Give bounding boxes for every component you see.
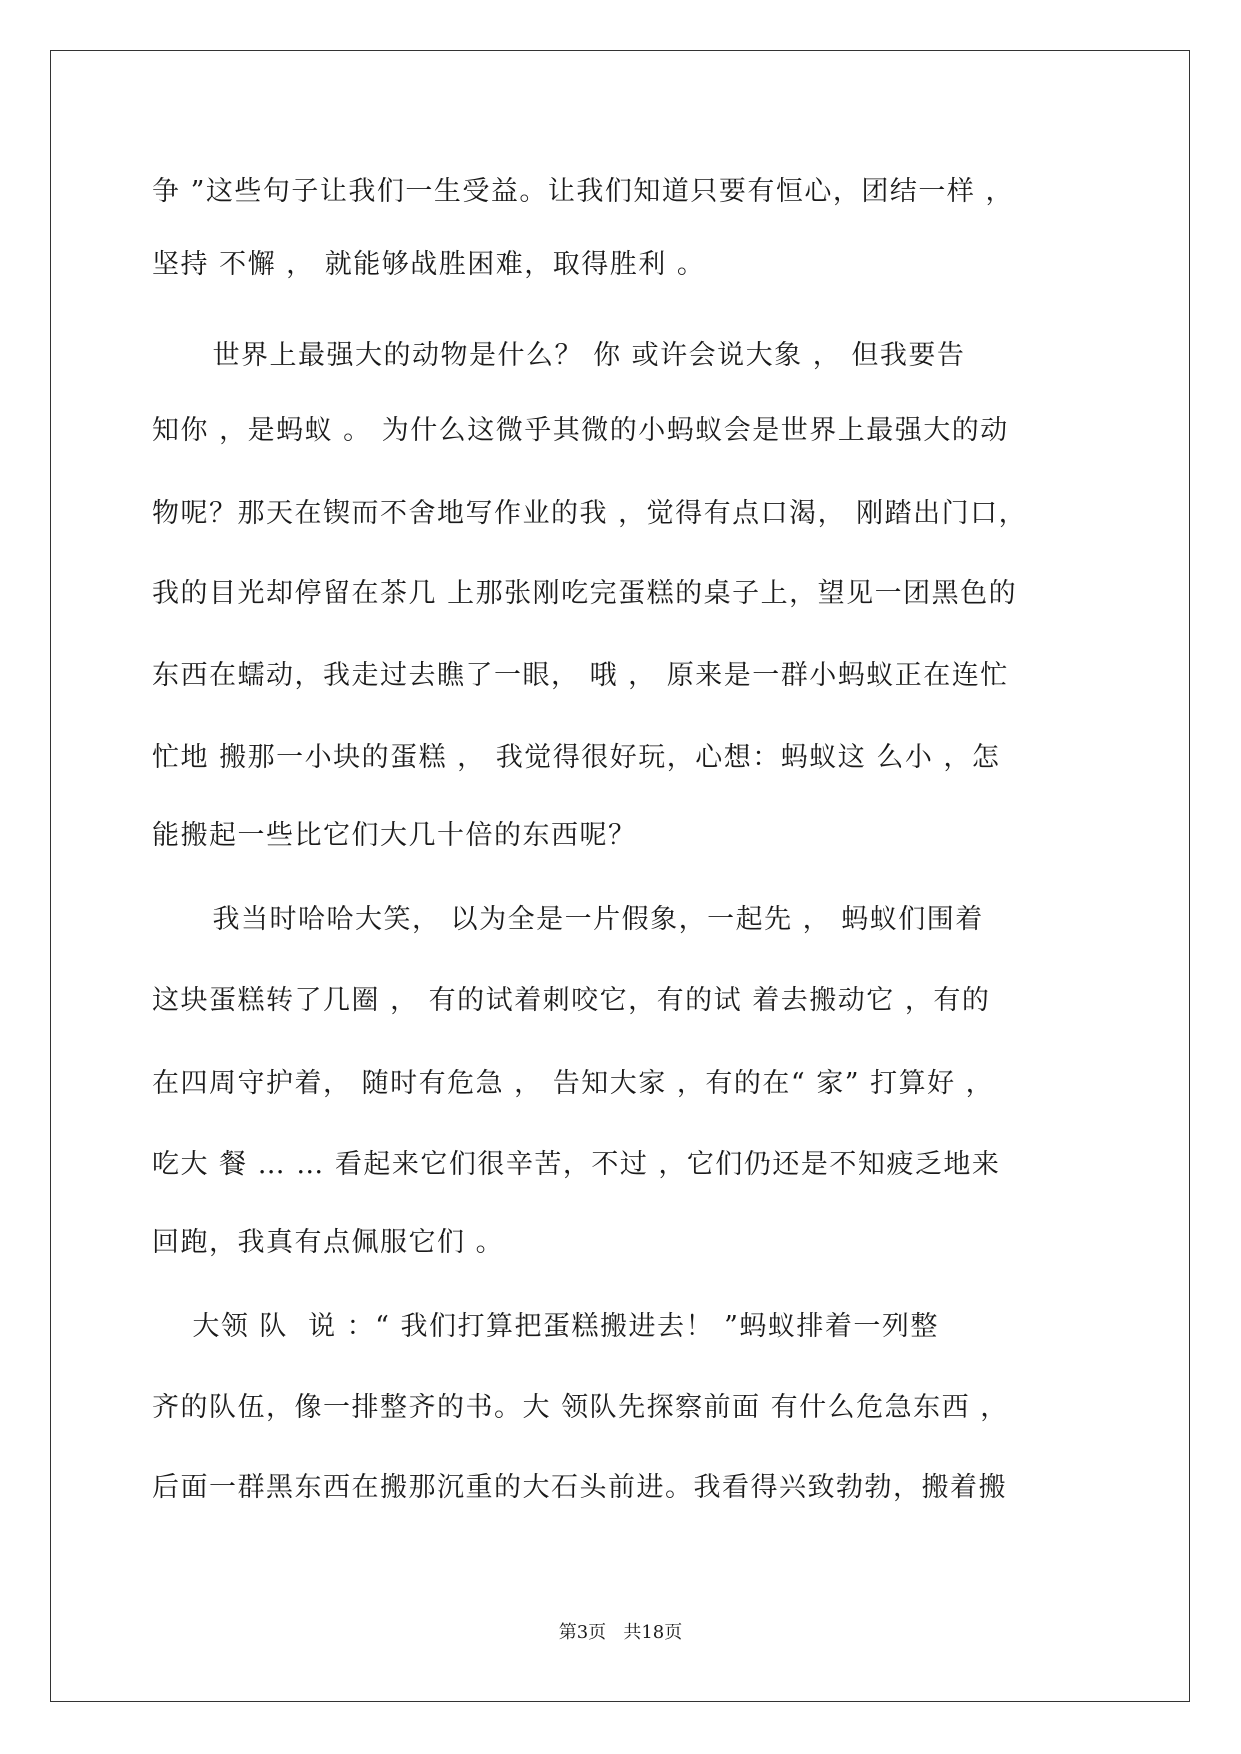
text-line: 我的目光却停留在茶几 上那张刚吃完蛋糕的桌子上，望见一团黑色的 [152,578,1018,609]
text-line: 大领 队 说 ：“ 我们打算把蛋糕搬进去！ ”蚂蚁排着一列整 [152,1311,939,1342]
text-line: 齐的队伍，像一排整齐的书。大 领队先探察前面 有什么危急东西 ， [152,1392,1009,1423]
text-line: 物呢？那天在锲而不舍地写作业的我 ，觉得有点口渴， 刚踏出门口， [152,498,1028,529]
text-line: 回跑，我真有点佩服它们 。 [152,1227,505,1258]
text-line: 在四周守护着， 随时有危急 ， 告知大家 ，有的在“ 家” 打算好 ， [152,1068,995,1099]
text-line: 坚持 不懈 ， 就能够战胜困难，取得胜利 。 [152,249,706,280]
text-line: 我当时哈哈大笑， 以为全是一片假象，一起先 ， 蚂蚁们围着 [152,904,984,935]
text-line: 世界上最强大的动物是什么？ 你 或许会说大象 ， 但我要告 [152,340,966,371]
page-border [50,50,1190,1702]
text-line: 争 ”这些句子让我们一生受益。让我们知道只要有恒心，团结一样 ， [152,176,1014,207]
text-line: 吃大 餐 … … 看起来它们很辛苦，不过 ，它们仍还是不知疲乏地来 [152,1149,1001,1180]
text-line: 后面一群黑东西在搬那沉重的大石头前进。我看得兴致勃勃，搬着搬 [152,1472,1007,1503]
text-line: 能搬起一些比它们大几十倍的东西呢？ [152,820,637,851]
text-line: 忙地 搬那一小块的蛋糕 ， 我觉得很好玩，心想：蚂蚁这 么小 ，怎 [152,742,1001,773]
text-line: 知你 ，是蚂蚁 。 为什么这微乎其微的小蚂蚁会是世界上最强大的动 [152,415,1009,446]
page-number-footer: 第3页 共18页 [558,1622,683,1643]
text-line: 东西在蠕动，我走过去瞧了一眼， 哦 ， 原来是一群小蚂蚁正在连忙 [152,660,1009,691]
text-line: 这块蛋糕转了几圈 ， 有的试着刺咬它，有的试 着去搬动它 ，有的 [152,985,991,1016]
